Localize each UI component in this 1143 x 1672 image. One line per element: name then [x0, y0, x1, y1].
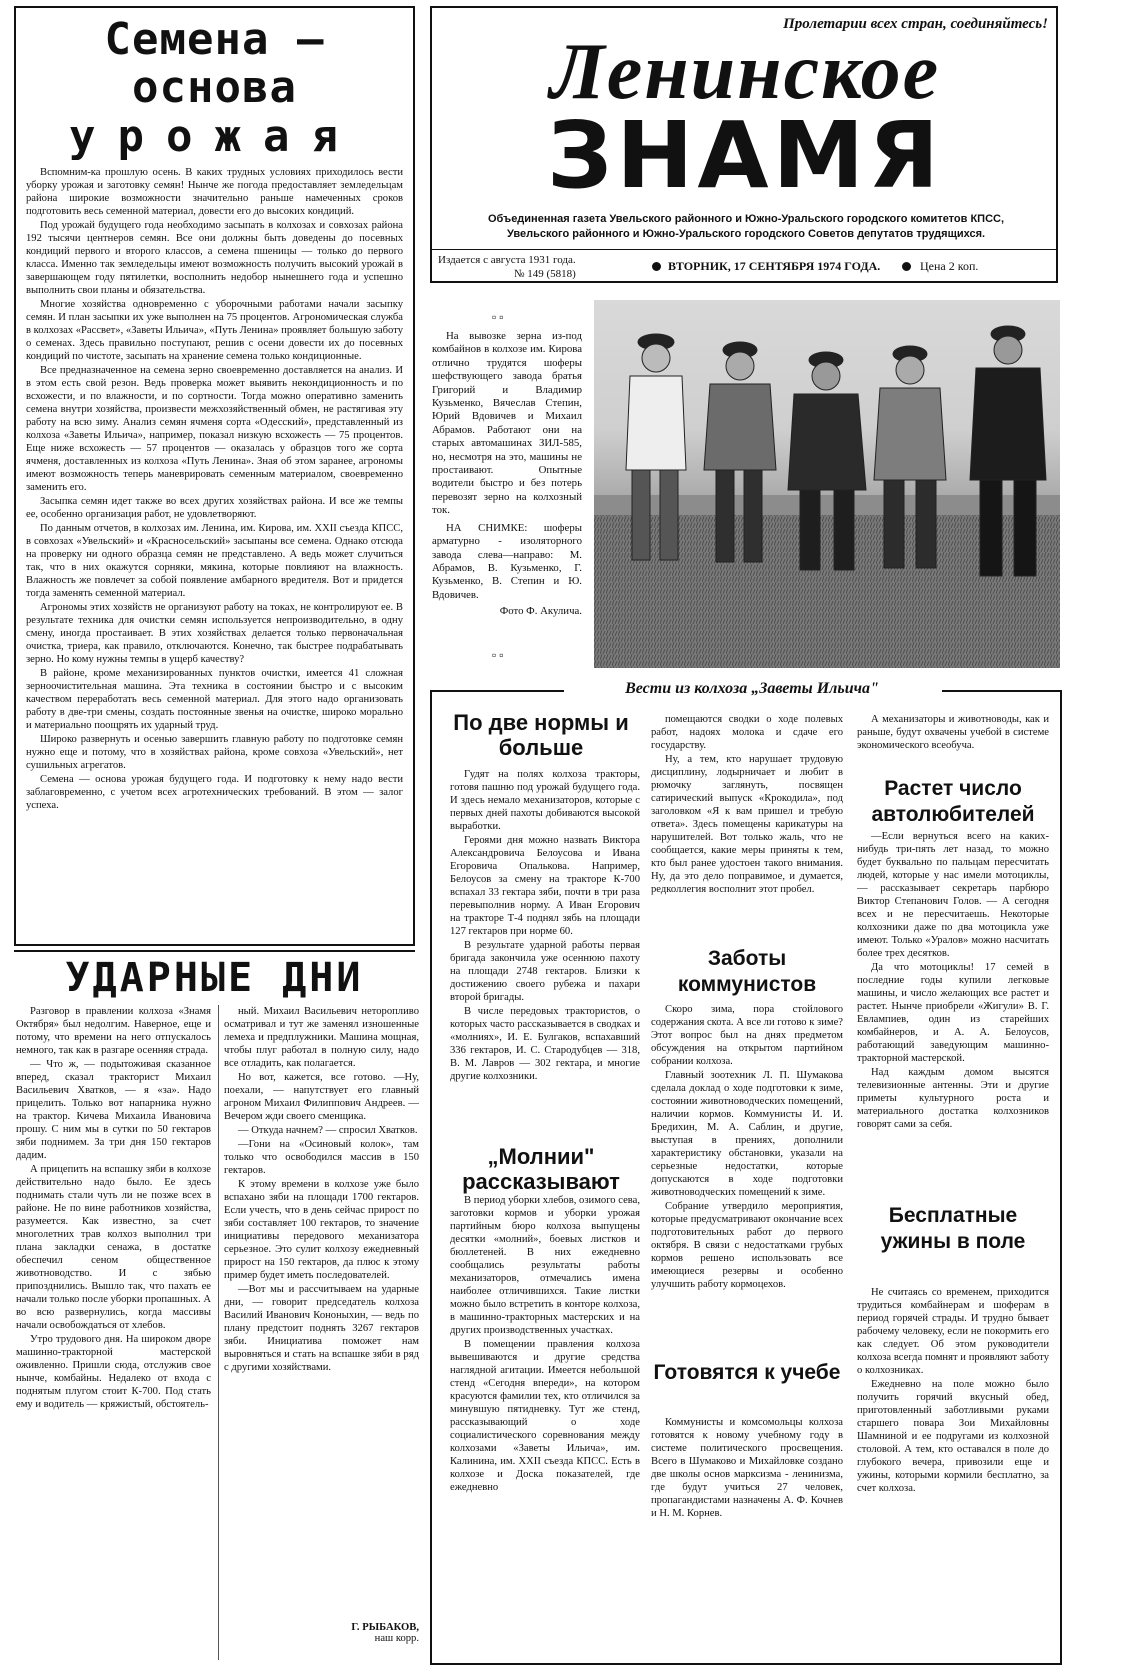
masthead-since: Издается с августа 1931 года. — [438, 254, 576, 266]
paragraph: В районе, кроме механизированных пунктов очистки, имеется 41 сложная зерноочистительная машина. Эта техника в состоянии быстро и с высоким качеством переработать весь семенной материал. Для этого надо организовать работу в две-три смены, создать постоянные звенья на очистке, широко морально и материально поощрять их ударный труд. — [26, 668, 403, 731]
square-ornament-icon: ▫▫ — [492, 310, 507, 324]
paragraph: К этому времени в колхозе уже было вспахано зяби на площади 1700 гектаров. Если учесть, что в день сейчас прирост по зяби составляет 100 гектаров, то значение инициативы передового механизатора серьезное. Это сулит колхозу ежедневный прирост на 150 гектаров, да плюс к этому пример будет иметь последователей. — [224, 1179, 419, 1281]
gotovyatsya-title: Готовятся к учебе — [653, 1361, 841, 1384]
paragraph: Утро трудового дня. На широком дворе машинно-тракторной мастерской оживленно. Пришли сюда, отслужив свое нынче, комбайны. Недалеко от входа с поднятым плугом стоит К-700. Под стать ему и водитель — кряжистый, обстоятель- — [16, 1334, 211, 1410]
masthead-title-script: Ленинское — [549, 28, 941, 116]
column-3-top — [651, 713, 843, 938]
masthead-slogan: Пролетарии всех стран, соединяйтесь! — [783, 16, 1048, 32]
paragraph: Многие хозяйства одновременно с уборочными работами начали засыпку семян. И план засыпки их уже выполнен на 75 процентов. Агрономическая служба в колхозах «Рассвет», «Заветы Ильича», «Путь Ленина» проявляет большую заботу о семенах. Здесь правильно поступают, решив с осени довести их до посевных кондиций по чистоте, засыпать на хранение семена только кондиционные. — [26, 299, 403, 362]
masthead-title-block: ЗНАМЯ — [547, 102, 943, 209]
editorial-box — [14, 6, 415, 946]
besplatnye-body — [857, 1286, 1049, 1661]
paragraph: В помещении правления колхоза вывешиваются и другие средства наглядной агитации. Имеется небольшой стенд «Сегодня впереди», на котором красуются фамилии тех, кто отличился за минувшую пятидневку. Тут же стенд, рассказывающий о ходе социалистического соревнования между колхозами «Заветы Ильича», им. Калинина, им. XXII съезда КПСС. Есть в колхозе и Доска показателей, где ежедневно — [450, 1339, 640, 1493]
paragraph: Ежедневно на поле можно было получить горячий вкусный обед, приготовленный заботливыми руками старшего повара Зои Михайловны Шамниной и ее подругами из колхозной столовой. А тем, кто оставался в поле до глубокого вечера, привозили еще и ужины, которыми кормили бесплатно, за счет колхоза. — [857, 1379, 1049, 1494]
paragraph: —Гони на «Осиновый колок», там только что освободился массив в 150 гектаров. — [224, 1139, 419, 1176]
paragraph: Гудят на полях колхоза тракторы, готовя пашню под урожай будущего года. И здесь немало механизаторов, которые с первых дней пахоты добиваются высокой выработки. — [450, 769, 640, 832]
paragraph: А прицепить на вспашку зяби в колхозе действительно надо было. Ее здесь поднимать стали чуть ли не позже всех в районе. Не по вине работников хозяйства, разумеется. Как известно, за счет многолетних трав колхоз выполнил три плана закладки сенажа, в достатке обеспечил сеном общественное животноводство. И с зябью припозднились. Вышло так, что пахать ее начали только после уборки пропашных. А во всю развернулись, когда массивы начали освобождаться от хлебов. — [16, 1164, 211, 1331]
paragraph: Семена — основа урожая будущего года. И подготовку к нему надо вести заблаговременно, с учетом всех агротехнических требований. В этом — залог успеха. — [26, 774, 403, 811]
author-role: наш корр. — [374, 1633, 419, 1644]
masthead-subtitle-1: Объединенная газета Увельского районного и Южно-Уральского городского комитетов КПСС, — [487, 213, 1005, 225]
square-ornament-icon: ▫▫ — [492, 648, 507, 662]
molnii-body — [450, 1194, 640, 1662]
dve-normy-title: По две нормы и больше — [453, 710, 629, 760]
paragraph: Главный зоотехник Л. П. Шумакова сделала доклад о ходе подготовки к зиме, состоянии животноводческих помещений, наличии кормов. Коммунисты И. И. Бредихин, М. А. Саблин, и другие, выступая в прениях, дополнили характеристику обстановки, указали на серьезные недостатки, которые допускаются в ходе подготовки животноводческих помещений к зиме. — [651, 1070, 843, 1198]
paragraph: — Откуда начнем? — спросил Хватков. — [238, 1125, 418, 1136]
paragraph: По данным отчетов, в колхозах им. Ленина, им. Кирова, им. XXII съезда КПСС, в совхозах «Увельский» и «Красносельский» засыпаны все семена. Однако отсюда на проверку ни одного образца семян не представлено. А ведь может случиться так, что в них окажутся сорняки, мякина, которые повлияют на влажность. Влажность же повлечет за собой появление амбарного вредителя. Вот и придется тогда заменять семенной материал. — [26, 523, 403, 599]
paragraph: — Что ж, — подытоживая сказанное вперед, сказал тракторист Михаил Васильевич Хватков, — я «за». Надо прицелить. Только вот напарника нужно на трактор. Кичева Михаила Ивановича прошу. С ним мы в сутки по 50 гектаров зяби поднимем. За три дня 150 гектаров дадим. — [16, 1059, 211, 1161]
paragraph: В числе передовых трактористов, о которых часто рассказывается в сводках и «молниях», И. Е. Булгаков, вспахавший 336 гектаров, И. С. Стародубцев — 318, В. М. Лавров — 302 гектара, и многие другие колхозники. — [450, 1006, 640, 1082]
paragraph: В период уборки хлебов, озимого сева, заготовки кормов и уборки урожая партийным бюро колхоза выпущены десятки «молний», боевых листков и бюллетеней. В них ежедневно сообщались результаты работы механизаторов, отмечались имена наиболее отличившихся. Такие листки можно было встретить в конторе колхоза, в машинно-тракторных мастерских и на других производственных участках. — [450, 1195, 640, 1336]
paragraph: Все предназначенное на семена зерно своевременно доставляется на анализ. И в этом есть свой резон. Ведь проверка может выявить некондиционность и по всхожести, и по влажности, и по сортности. Тогда можно оперативно заменить семена внутри хозяйства, произвести межхозяйственный обмен, не растягивая эту работу на всю зиму. Анализ семян ячменя сорта «Одесский», представленный из колхоза «Заветы Ильича», например, показал низкую всхожесть — 75 процентов. Еще ниже всхожесть — 57 процентов — оказалась у образцов того же сорта ячменя, доставленных из колхоза «Путь Ленина». Зная об этом заранее, агрономы имеют возможность теперь маневрировать семенным материалом, своевременно заменить его. — [26, 365, 403, 493]
zaboty-body — [651, 1003, 843, 1348]
paragraph: помещаются сводки о ходе полевых работ, надоях молока и сдаче его государству. — [651, 714, 843, 751]
editorial-title-line2: урожая — [69, 111, 360, 162]
bullet-icon — [902, 262, 911, 271]
photo-figures — [594, 300, 1060, 668]
udarnye-rule — [14, 950, 415, 952]
editorial-body — [26, 166, 403, 966]
paragraph: Агрономы этих хозяйств не организуют работу на токах, не контролируют ее. В результате техника для очистки семян используется непроизводительно, в одну смену, иногда простаивает. В этих хозяйствах делается только первоначальная очистка, триера, как правило, отключаются. Конечно, так быстрее подрабатывать зерно. Но кому нужны темпы в ущерб качеству? — [26, 602, 403, 665]
udarnye-column-1 — [16, 1005, 211, 1667]
molnii-title: „Молнии" рассказывают — [462, 1144, 620, 1194]
paragraph: Собрание утвердило мероприятия, которые предусматривают окончание всех подготовительных работ до первого октября. В связи с недостатками грубых кормов решено использовать все имеющиеся резервы и особенно улучшить работу кормоцехов. — [651, 1201, 843, 1290]
rubric-title: Вести из колхоза „Заветы Ильича" — [566, 680, 938, 698]
paragraph: В результате ударной работы первая бригада закончила уже осеннюю пахоту на площади 2748 гектаров. Близки к достижению своего рубежа и пахари второй бригады. — [450, 940, 640, 1003]
paragraph: Под урожай будущего года необходимо засыпать в колхозах и совхозах района 192 тысячи центнеров семян. Все они должны быть доведены до посевных кондиций первого и второго классов, а семена пшеницы — только до первого класса. Именно так земледельцы имеют возможность получить высокий урожай в завершающем году пятилетки, восполнить недобор нынешнего года и успешно выполнить свои планы и обязательства. — [26, 220, 403, 296]
paragraph: Героями дня можно назвать Виктора Александровича Белоусова и Ивана Егоровича Опалькова. Например, Белоусов за смену на тракторе К-700 вспахал 33 гектара зяби, почти в три раза перевыполнив норму. А Иван Егорович на тракторе Т-4 поднял зябь на площади 127 гектаров при норме 60. — [450, 835, 640, 937]
bullet-icon — [652, 262, 661, 271]
masthead — [430, 6, 1058, 283]
masthead-price: Цена 2 коп. — [920, 259, 979, 273]
masthead-subtitle-2: Увельского районного и Южно-Уральского городского Советов депутатов трудящихся. — [506, 228, 986, 240]
photo-story-credit: Фото Ф. Акулича. — [499, 605, 582, 618]
photo-story-body: На вывозке зерна из-под комбайнов в колхозе им. Кирова отлично трудятся шоферы шефствующего завода братья Григорий и Владимир Кузьменко, Вячеслав Степин, Юрий Вдовичев и Михаил Абрамов. Работают они на старых автомашинах ЗИЛ-585, но, несмотря на это, машины не простаивают. Опытные водители быстро и без потерь перевозят зерно на колхозный ток. — [432, 330, 582, 517]
paragraph: Вспомним-ка прошлую осень. В каких трудных условиях приходилось вести уборку урожая и заготовку семян! Нынче же погода предоставляет земледельцам района широкие возможности значительно раньше намеченных сроков подготовить весь семенной материал, довести его до высоких кондиций. — [26, 167, 403, 217]
paragraph: А механизаторы и животноводы, как и раньше, будут охвачены учебой в системе экономического всеобуча. — [857, 714, 1049, 751]
paragraph: Скоро зима, пора стойлового содержания скота. А все ли готово к зиме? Этот вопрос был на днях предметом обсуждения на открытом партийном собрании колхоза. — [651, 1004, 843, 1067]
udarnye-column-2 — [224, 1005, 419, 1615]
paragraph: Засыпка семян идет также во всех других хозяйствах района. И все же темпы ее, особенно организация работ, не удовлетворяют. — [26, 496, 403, 520]
paragraph: Не считаясь со временем, приходится трудиться комбайнерам и шоферам в период горячей страды. И трудно бывает рабочему человеку, если не покормить его как следует. Об этом руководители колхоза всегда помнят и проявляют заботу о колхозниках. — [857, 1287, 1049, 1376]
paragraph: Но вот, кажется, все готово. —Ну, поехали, — напутствует его главный агроном Михаил Филиппович Андреев. — Вечером жди своего сменщика. — [224, 1072, 419, 1122]
gotovyatsya-body — [651, 1416, 843, 1666]
paragraph: —Если вернуться всего на каких-нибудь три-пять лет назад, то можно будет буквально по пальцам пересчитать людей, которые у нас имели мотоциклы, — рассказывает секретарь парбюро Виктор Степанович Голов. — А сегодня всех и не пересчитаешь. Некоторые колхозники даже по два мотоцикла уже имеют. Только «Уралов» можно насчитать более трех десятков. — [857, 831, 1049, 959]
rastet-body — [857, 830, 1049, 1200]
paragraph: Коммунисты и комсомольцы колхоза готовятся к новому учебному году в системе политического просвещения. Всего в Шумаково и Михайловке создано две школы основ марксизма - ленинизма, где будут учиться 27 человек, пропагандистами назначены А. Ф. Кочнев и Н. М. Корнев. — [651, 1417, 843, 1519]
photo-story-text — [432, 330, 582, 645]
photo-story-caption: НА СНИМКЕ: шоферы арматурно - изоляторного завода слева—направо: М. Абрамов, В. Кузьменко, Г. Кузьменко, В. Степин и Ю. Вдовичев. — [432, 521, 582, 601]
zaboty-title: Заботы коммунистов — [677, 947, 817, 996]
dve-normy-body — [450, 768, 640, 1148]
rastet-title: Растет число автолюбителей — [871, 777, 1035, 826]
photo-story-marks-bottom — [492, 648, 507, 663]
paragraph: —Вот мы и рассчитываем на ударные дни, — говорит председатель колхоза Василий Иванович Кононыхин, — ведь по плану предстоит поднять 3267 гектаров зяби. Инициатива поможет нам выровняться и стать на вспашке зяби в ряд с другими хозяйствами. — [224, 1284, 419, 1373]
paragraph: Ну, а тем, кто нарушает трудовую дисциплину, лодырничает и любит в рюмочку заглянуть, посвящен сатирический выпуск «Крокодила», под заголовком «Я к вам пришел и требую ответа». Здесь помещены карикатуры на нарушителей. Вот только жаль, что не сообщается, какие меры приняты к тем, кто был ранее удостоен такого внимания. Ну, да это дело поправимое, и думается, редколлегия восполнит этот пробел. — [651, 754, 843, 895]
paragraph: Да что мотоциклы! 17 семей в последние годы купили легковые машины, и число желающих все растет и растет. Нынче приобрели «Жигули» В. Г. Евлампиев, один из старейших комбайнеров, и А. А. Белоусов, работающий заведующим машинно-тракторной мастерской. — [857, 962, 1049, 1064]
paragraph: Над каждым домом высятся телевизионные антенны. Эти и другие приметы культурного роста и материального достатка колхозников говорят сами за себя. — [857, 1067, 1049, 1130]
column-4-top — [857, 713, 1049, 771]
masthead-issue: № 149 (5818) — [514, 268, 576, 280]
photo-drivers — [594, 300, 1060, 668]
editorial-title-line1: Семена — основа — [104, 14, 325, 113]
udarnye-signature — [224, 1622, 419, 1644]
paragraph: ный. Михаил Васильевич неторопливо осматривал и тут же заменял изношенные лемеха и предплужники. Машина мощная, чтобы плуг работал в полную силу, надо все отладить, как полагается. — [224, 1006, 419, 1069]
besplatnye-title: Бесплатные ужины в поле — [880, 1204, 1026, 1253]
author-name: Г. РЫБАКОВ, — [351, 1622, 419, 1633]
udarnye-title: УДАРНЫЕ ДНИ — [65, 955, 364, 1001]
masthead-date: ВТОРНИК, 17 СЕНТЯБРЯ 1974 ГОДА. — [668, 259, 881, 273]
photo-story-marks-top — [492, 310, 507, 325]
paragraph: Разговор в правлении колхоза «Знамя Октября» был недолгим. Наверное, еще и потому, что времени на него отпускалось немного, так как в разгаре осенняя страда. — [16, 1006, 211, 1056]
paragraph: Широко развернуть и осенью завершить главную работу по подготовке семян нужно еще и потому, что в хозяйствах района, кроме совхоза «Увельский», нет сушильных агрегатов. — [26, 734, 403, 771]
